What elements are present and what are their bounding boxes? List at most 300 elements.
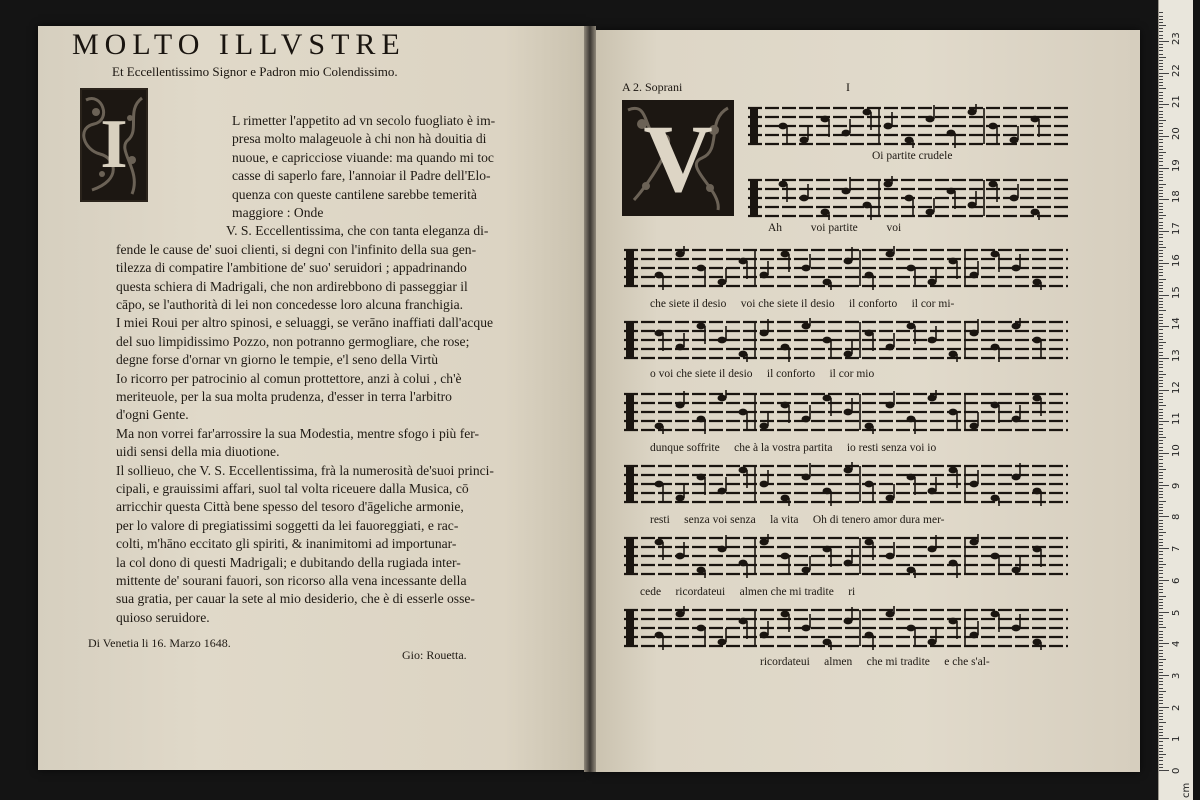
ruler-minor-tick — [1159, 336, 1163, 337]
dedication-line: meriteuole, per la sua molta prudenza, d'esser in terra l'arbitro — [116, 389, 452, 404]
ruler-minor-tick — [1159, 554, 1163, 555]
ruler-minor-tick — [1159, 688, 1163, 689]
ruler-minor-tick — [1159, 656, 1163, 657]
ruler-minor-tick — [1159, 209, 1163, 210]
ruler-minor-tick — [1159, 665, 1163, 666]
dedication-line: del suo limpidissimo Pozzo, non potranno germogliare, che rose; — [116, 333, 470, 349]
ruler-minor-tick — [1159, 348, 1163, 349]
dedication-line: degne forse d'ornar vn giorno le tempie, e'l seno della Virtù — [116, 352, 439, 368]
dedication-line: cāpo, se l'authorità di lei non concedesse loro alcuna franchigia. — [116, 297, 464, 312]
ruler-minor-tick — [1159, 180, 1163, 181]
ruler-minor-tick — [1159, 691, 1166, 692]
dedication-line: colti, m'hāno eccitato gli spiriti, & inanimitomi ad importunar- — [116, 536, 457, 552]
ruler-minor-tick — [1159, 488, 1163, 489]
ruler-minor-tick — [1159, 171, 1163, 172]
ruler-minor-tick — [1159, 599, 1163, 600]
ruler-minor-tick — [1159, 142, 1163, 143]
ruler-tick — [1159, 263, 1169, 264]
ruler-tick — [1159, 707, 1169, 708]
ruler-minor-tick — [1159, 577, 1163, 578]
ruler-label: 9 — [1171, 482, 1182, 489]
music-staff — [624, 390, 1068, 434]
dedication-line: per lo valore di pregiatissimi soggetti da lei fauoreggiati, e rac- — [116, 517, 459, 533]
ruler-minor-tick — [1159, 640, 1163, 641]
ruler-minor-tick — [1159, 184, 1166, 185]
ruler-minor-tick — [1159, 602, 1163, 603]
ruler-minor-tick — [1159, 152, 1166, 153]
ruler-minor-tick — [1159, 101, 1163, 102]
ruler-minor-tick — [1159, 215, 1166, 216]
ruler-minor-tick — [1159, 25, 1166, 26]
ruler-label: 6 — [1171, 577, 1182, 584]
ruler-minor-tick — [1159, 494, 1163, 495]
ruler-minor-tick — [1159, 79, 1163, 80]
ruler-label: 5 — [1171, 609, 1182, 616]
ruler-minor-tick — [1159, 323, 1163, 324]
ruler-minor-tick — [1159, 681, 1163, 682]
ruler-minor-tick — [1159, 694, 1163, 695]
lyric-line: cede ricordateui almen che mi tradite ri — [640, 586, 856, 598]
ruler-minor-tick — [1159, 282, 1163, 283]
ruler-minor-tick — [1159, 558, 1163, 559]
ruler-minor-tick — [1159, 342, 1166, 343]
ruler-minor-tick — [1159, 561, 1163, 562]
ruler-minor-tick — [1159, 190, 1163, 191]
ruler-minor-tick — [1159, 615, 1163, 616]
ruler-minor-tick — [1159, 542, 1163, 543]
ruler-minor-tick — [1159, 469, 1166, 470]
dedication-line: Io ricorro per patrocinio al comun prottettore, anzi à colui , ch'è — [116, 370, 462, 386]
ruler-minor-tick — [1159, 732, 1163, 733]
ruler-minor-tick — [1159, 12, 1163, 13]
lyric-line: o voi che siete il desio il conforto il cor mio — [650, 368, 875, 380]
ruler-minor-tick — [1159, 228, 1163, 229]
ruler-minor-tick — [1159, 605, 1163, 606]
voice-label: A 2. Soprani — [622, 80, 683, 94]
ruler-minor-tick — [1159, 377, 1163, 378]
ruler-minor-tick — [1159, 329, 1163, 330]
lyric-line: Oi partite crudele — [872, 150, 953, 162]
ruler-minor-tick — [1159, 63, 1163, 64]
dedication-line: V. S. Eccellentissima, che con tanta eleganza di- — [226, 223, 489, 239]
ruler-minor-tick — [1159, 551, 1163, 552]
ruler-label: 4 — [1171, 640, 1182, 648]
ruler-minor-tick — [1159, 631, 1163, 632]
dedication-line: I miei Roui per altro spinosi, e seluaggi, se verāno inaffiati dall'acque — [116, 315, 494, 331]
ruler-minor-tick — [1159, 409, 1163, 410]
ruler-minor-tick — [1159, 383, 1163, 384]
dedication-line: Il sollieuo, che V. S. Eccellentissima, frà la numerosità de'suoi princi- — [116, 462, 494, 478]
ruler-minor-tick — [1159, 130, 1163, 131]
ruler-tick — [1159, 326, 1169, 327]
ruler-tick — [1159, 136, 1169, 137]
ruler-minor-tick — [1159, 564, 1166, 565]
ruler-minor-tick — [1159, 187, 1163, 188]
ruler-minor-tick — [1159, 82, 1163, 83]
ruler-tick — [1159, 421, 1169, 422]
ruler-minor-tick — [1159, 314, 1163, 315]
ruler-minor-tick — [1159, 520, 1163, 521]
ruler-minor-tick — [1159, 399, 1163, 400]
dedication-line: nuoue, e capricciose viuande: ma quando mi toc — [232, 149, 494, 165]
ruler-minor-tick — [1159, 726, 1163, 727]
ruler-minor-tick — [1159, 700, 1163, 701]
ruler-minor-tick — [1159, 123, 1163, 124]
ruler-minor-tick — [1159, 440, 1163, 441]
ruler-tick — [1159, 770, 1169, 771]
ruler-minor-tick — [1159, 583, 1163, 584]
dedication-line: tilezza di compatire l'ambitione de' suo' seruidori ; appadrinando — [116, 260, 467, 276]
ruler-minor-tick — [1159, 456, 1163, 457]
ruler-minor-tick — [1159, 570, 1163, 571]
ruler-minor-tick — [1159, 196, 1163, 197]
lyric-line: ricordateui almen che mi tradite e che s'al- — [760, 656, 990, 668]
ruler-label: 23 — [1171, 32, 1182, 45]
ruler-minor-tick — [1159, 545, 1163, 546]
ruler-minor-tick — [1159, 50, 1163, 51]
ruler-label: 18 — [1171, 190, 1182, 204]
ruler-minor-tick — [1159, 247, 1166, 248]
ruler-label: 14 — [1171, 317, 1182, 331]
ruler-minor-tick — [1159, 684, 1163, 685]
ruler-minor-tick — [1159, 754, 1166, 755]
dateline: Di Venetia li 16. Marzo 1648. — [88, 636, 231, 650]
ruler-minor-tick — [1159, 241, 1163, 242]
ruler-minor-tick — [1159, 212, 1163, 213]
ruler-minor-tick — [1159, 288, 1163, 289]
ruler-minor-tick — [1159, 146, 1163, 147]
music-staff — [624, 534, 1068, 578]
ruler-minor-tick — [1159, 592, 1163, 593]
ruler-minor-tick — [1159, 386, 1163, 387]
ruler-minor-tick — [1159, 301, 1163, 302]
ruler-minor-tick — [1159, 92, 1163, 93]
ruler-minor-tick — [1159, 735, 1163, 736]
ruler-minor-tick — [1159, 44, 1163, 45]
ruler-minor-tick — [1159, 716, 1163, 717]
ruler-minor-tick — [1159, 367, 1163, 368]
music-staff — [624, 606, 1068, 650]
ruler-tick — [1159, 580, 1169, 581]
music-staff — [624, 246, 1068, 290]
ruler-minor-tick — [1159, 393, 1163, 394]
ruler-minor-tick — [1159, 659, 1166, 660]
ruler-minor-tick — [1159, 155, 1163, 156]
ruler-minor-tick — [1159, 95, 1163, 96]
ruler-minor-tick — [1159, 266, 1163, 267]
ruler-minor-tick — [1159, 428, 1163, 429]
ruler-minor-tick — [1159, 450, 1163, 451]
ruler-minor-tick — [1159, 729, 1163, 730]
dedication-line: maggiore : Onde — [232, 205, 324, 220]
ruler-minor-tick — [1159, 298, 1163, 299]
ruler-unit: cm — [1181, 782, 1192, 798]
ruler-minor-tick — [1159, 608, 1163, 609]
ruler-minor-tick — [1159, 250, 1163, 251]
ruler-minor-tick — [1159, 279, 1166, 280]
ruler-minor-tick — [1159, 510, 1163, 511]
initial-letter: I — [100, 106, 128, 183]
ruler-minor-tick — [1159, 66, 1163, 67]
ruler-tick — [1159, 516, 1169, 517]
ruler-minor-tick — [1159, 193, 1163, 194]
ruler-minor-tick — [1159, 304, 1163, 305]
ruler-minor-tick — [1159, 662, 1163, 663]
ruler-minor-tick — [1159, 745, 1163, 746]
ruler-minor-tick — [1159, 320, 1163, 321]
ruler-minor-tick — [1159, 60, 1163, 61]
ruler-minor-tick — [1159, 203, 1163, 204]
ruler-minor-tick — [1159, 120, 1166, 121]
ruler-minor-tick — [1159, 637, 1163, 638]
ruler-minor-tick — [1159, 269, 1163, 270]
ruler-minor-tick — [1159, 646, 1163, 647]
ruler-minor-tick — [1159, 237, 1163, 238]
ruler-minor-tick — [1159, 111, 1163, 112]
ruler-label: 10 — [1171, 444, 1182, 457]
ruler-minor-tick — [1159, 532, 1166, 533]
ruler-minor-tick — [1159, 497, 1163, 498]
ruler-minor-tick — [1159, 374, 1166, 375]
page-number: I — [846, 80, 850, 94]
dedication-line: arricchir questa Città bene spesso del tesoro d'āgeliche armonie, — [116, 499, 464, 515]
ruler-minor-tick — [1159, 589, 1163, 590]
ruler-minor-tick — [1159, 161, 1163, 162]
ruler-minor-tick — [1159, 364, 1163, 365]
music-staff — [624, 318, 1068, 362]
dedication-line: presa molto malageuole à chi non hà douitia di — [232, 131, 487, 147]
ruler-minor-tick — [1159, 361, 1163, 362]
ruler-minor-tick — [1159, 218, 1163, 219]
ruler-minor-tick — [1159, 501, 1166, 502]
ruler-minor-tick — [1159, 424, 1163, 425]
ruler-minor-tick — [1159, 317, 1163, 318]
ruler-minor-tick — [1159, 275, 1163, 276]
ruler-minor-tick — [1159, 466, 1163, 467]
ruler-label: 20 — [1171, 127, 1182, 140]
dedication-line: la col dono di questi Madrigali; e dubitando della rugiada inter- — [116, 554, 461, 570]
ruler-minor-tick — [1159, 539, 1163, 540]
ruler-minor-tick — [1159, 596, 1166, 597]
ruler-minor-tick — [1159, 431, 1163, 432]
dedication-line: uidi sensi della mia diuotione. — [116, 444, 280, 460]
dedication-line: fende le cause de' suoi clienti, si degni con l'infinito della sua gen- — [116, 241, 477, 257]
ruler-minor-tick — [1159, 133, 1163, 134]
ruler-minor-tick — [1159, 672, 1163, 673]
ruler-minor-tick — [1159, 434, 1163, 435]
ruler-minor-tick — [1159, 443, 1163, 444]
ruler-tick — [1159, 390, 1169, 391]
ruler-minor-tick — [1159, 719, 1163, 720]
ruler-minor-tick — [1159, 697, 1163, 698]
ruler-label: 17 — [1171, 222, 1182, 236]
dedication-title: MOLTO ILLVSTRE — [72, 28, 406, 61]
ruler-minor-tick — [1159, 757, 1163, 758]
ruler-minor-tick — [1159, 748, 1163, 749]
ruler-minor-tick — [1159, 291, 1163, 292]
dedication-subtitle: Et Eccellentissimo Signor e Padron mio Colendissimo. — [112, 64, 398, 79]
ruler-tick — [1159, 453, 1169, 454]
ruler-minor-tick — [1159, 333, 1163, 334]
music-staff — [748, 104, 1068, 148]
ruler-label: 11 — [1171, 412, 1182, 426]
ruler-minor-tick — [1159, 415, 1163, 416]
ruler-minor-tick — [1159, 713, 1163, 714]
ruler-label: 2 — [1171, 704, 1182, 711]
ruler-minor-tick — [1159, 307, 1163, 308]
ruler-minor-tick — [1159, 256, 1163, 257]
ruler-minor-tick — [1159, 22, 1163, 23]
ruler-minor-tick — [1159, 31, 1163, 32]
ruler-tick — [1159, 643, 1169, 644]
ruler-minor-tick — [1159, 355, 1163, 356]
ruler-minor-tick — [1159, 523, 1163, 524]
lyric-line: che siete il desio voi che siete il desio il conforto il cor mi- — [650, 298, 955, 310]
book-gutter — [584, 26, 596, 772]
ruler-minor-tick — [1159, 85, 1163, 86]
ruler-minor-tick — [1159, 722, 1166, 723]
ruler-minor-tick — [1159, 741, 1163, 742]
ruler-label: 1 — [1171, 735, 1182, 743]
ruler-minor-tick — [1159, 405, 1166, 406]
ruler-minor-tick — [1159, 206, 1163, 207]
ruler-tick — [1159, 548, 1169, 549]
ruler-tick — [1159, 675, 1169, 676]
ruler-label: 0 — [1171, 767, 1182, 774]
ruler-minor-tick — [1159, 396, 1163, 397]
dedication-line: quenza con queste cantilene sarebbe temerità — [232, 186, 477, 202]
ruler-minor-tick — [1159, 621, 1163, 622]
ruler-minor-tick — [1159, 244, 1163, 245]
ruler-minor-tick — [1159, 352, 1163, 353]
ruler-minor-tick — [1159, 158, 1163, 159]
ruler-minor-tick — [1159, 567, 1163, 568]
ruler-minor-tick — [1159, 703, 1163, 704]
ruler-minor-tick — [1159, 624, 1163, 625]
ruler-minor-tick — [1159, 402, 1163, 403]
ruler-minor-tick — [1159, 47, 1163, 48]
ruler-minor-tick — [1159, 767, 1163, 768]
dedication-line: L rimetter l'appetito ad vn secolo fuogliato è im- — [232, 113, 496, 128]
ruler-minor-tick — [1159, 253, 1163, 254]
ruler-minor-tick — [1159, 447, 1163, 448]
ruler-label: 15 — [1171, 285, 1182, 299]
ruler-label: 13 — [1171, 349, 1182, 362]
ruler-minor-tick — [1159, 478, 1163, 479]
ruler-minor-tick — [1159, 650, 1163, 651]
ruler-minor-tick — [1159, 285, 1163, 286]
ruler-minor-tick — [1159, 19, 1163, 20]
ruler-minor-tick — [1159, 339, 1163, 340]
lyric-line: Ah voi partite voi — [768, 222, 902, 234]
music-staff — [748, 176, 1068, 220]
ruler-tick — [1159, 41, 1169, 42]
ruler-tick — [1159, 485, 1169, 486]
ruler-minor-tick — [1159, 76, 1163, 77]
ruler-minor-tick — [1159, 177, 1163, 178]
ruler-minor-tick — [1159, 371, 1163, 372]
initial-v-letter: V — [643, 104, 713, 212]
ruler-minor-tick — [1159, 437, 1166, 438]
ruler-minor-tick — [1159, 491, 1163, 492]
ruler-tick — [1159, 358, 1169, 359]
ruler-label: 7 — [1171, 545, 1182, 553]
ruler-minor-tick — [1159, 618, 1163, 619]
ruler-label: 3 — [1171, 672, 1182, 679]
dedication-line: cipali, e grauissimi affari, suol tal volta riceuere dalla Musica, cō — [116, 481, 469, 496]
ruler-minor-tick — [1159, 418, 1163, 419]
decorated-initial-v — [622, 100, 734, 216]
ruler-minor-tick — [1159, 535, 1163, 536]
ruler-minor-tick — [1159, 751, 1163, 752]
ruler-minor-tick — [1159, 310, 1166, 311]
ruler-minor-tick — [1159, 149, 1163, 150]
ruler-minor-tick — [1159, 345, 1163, 346]
ruler-minor-tick — [1159, 760, 1163, 761]
ruler-minor-tick — [1159, 38, 1163, 39]
ruler-minor-tick — [1159, 260, 1163, 261]
ruler-minor-tick — [1159, 678, 1163, 679]
ruler-minor-tick — [1159, 69, 1163, 70]
ruler-minor-tick — [1159, 117, 1163, 118]
dedication-line: quioso seruidore. — [116, 609, 210, 625]
ruler-tick — [1159, 231, 1169, 232]
ruler-minor-tick — [1159, 627, 1166, 628]
music-staff — [624, 462, 1068, 506]
ruler-minor-tick — [1159, 98, 1163, 99]
signature: Gio: Rouetta. — [402, 648, 467, 662]
ruler-minor-tick — [1159, 653, 1163, 654]
ruler-minor-tick — [1159, 126, 1163, 127]
ruler-minor-tick — [1159, 57, 1166, 58]
ruler-tick — [1159, 168, 1169, 169]
ruler-minor-tick — [1159, 475, 1163, 476]
ruler-label: 12 — [1171, 380, 1182, 394]
ruler-minor-tick — [1159, 507, 1163, 508]
ruler-minor-tick — [1159, 513, 1163, 514]
ruler-minor-tick — [1159, 35, 1163, 36]
measurement-ruler — [1158, 0, 1193, 800]
dedication-line: d'ogni Gente. — [116, 407, 189, 423]
dedication-line: sua gratia, per cauar la sete al mio desiderio, che è di esserle osse- — [116, 591, 475, 607]
dedication-line: mittente de' sourani fauori, son ricorso alla vena incessante della — [116, 573, 467, 588]
ruler-minor-tick — [1159, 114, 1163, 115]
ruler-label: 8 — [1171, 514, 1182, 521]
ruler-minor-tick — [1159, 225, 1163, 226]
ruler-minor-tick — [1159, 88, 1166, 89]
dedication-line: casse di saperlo fare, l'annoiar il Padre dell'Elo- — [232, 168, 491, 184]
ruler-tick — [1159, 199, 1169, 200]
ruler-label: 21 — [1171, 95, 1182, 109]
ruler-minor-tick — [1159, 526, 1163, 527]
ruler-minor-tick — [1159, 28, 1163, 29]
ruler-minor-tick — [1159, 139, 1163, 140]
ruler-minor-tick — [1159, 463, 1163, 464]
ruler-minor-tick — [1159, 710, 1163, 711]
ruler-minor-tick — [1159, 573, 1163, 574]
ruler-minor-tick — [1159, 472, 1163, 473]
ruler-minor-tick — [1159, 586, 1163, 587]
ruler-minor-tick — [1159, 504, 1163, 505]
ruler-minor-tick — [1159, 272, 1163, 273]
dedication-line: Ma non vorrei far'arrossire la sua Modestia, mentre sfogo i più fer- — [116, 425, 480, 441]
lyric-line: resti senza voi senza la vita Oh di tenero amor dura mer- — [650, 514, 945, 526]
ruler-tick — [1159, 104, 1169, 105]
ruler-tick — [1159, 612, 1169, 613]
ruler-minor-tick — [1159, 222, 1163, 223]
ruler-minor-tick — [1159, 634, 1163, 635]
ruler-minor-tick — [1159, 459, 1163, 460]
